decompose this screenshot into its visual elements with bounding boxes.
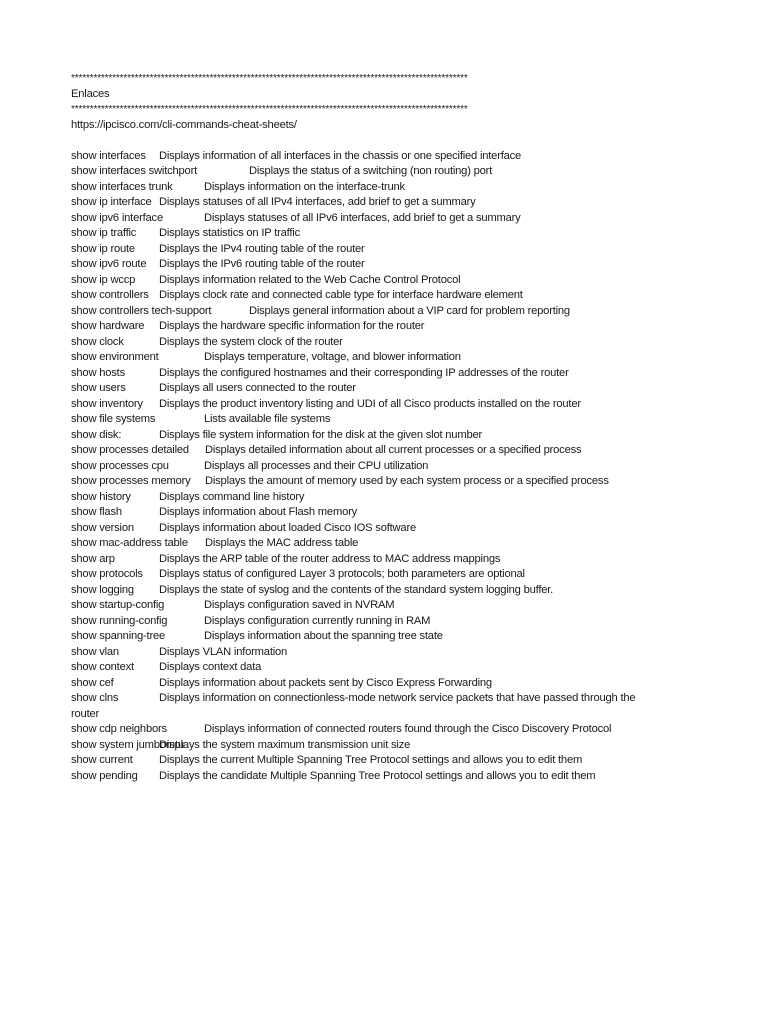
command-row: [71, 412, 711, 428]
command-description: Displays the MAC address table: [205, 537, 359, 549]
command-description: Displays information about packets sent by Cisco Express Forwarding: [159, 676, 492, 689]
command-description: Displays statuses of all IPv4 interfaces, add brief to get a summary: [159, 196, 476, 208]
command-description: Displays file system information for the disk at the given slot number: [159, 428, 483, 441]
command-description: Displays the IPv6 routing table of the router: [159, 258, 365, 270]
command-description: Displays information on the interface-trunk: [204, 180, 405, 193]
command-name: show ip route: [71, 242, 135, 255]
command-name: show environment: [71, 351, 159, 363]
command-name: show flash: [71, 506, 122, 518]
command-row: [71, 536, 711, 552]
command-description: Displays detailed information about all current processes or a specified process: [205, 444, 582, 456]
command-row: [71, 691, 711, 707]
command-row: [71, 583, 711, 599]
command-row: [71, 443, 711, 459]
command-description: Displays statistics on IP traffic: [159, 227, 300, 239]
command-row: [71, 614, 711, 630]
command-description: Displays the configured hostnames and their corresponding IP addresses of the router: [159, 366, 569, 379]
command-name: show processes cpu: [71, 459, 169, 472]
command-description-continuation: router: [71, 707, 100, 720]
command-name: show controllers tech-support: [71, 304, 212, 317]
command-row: [71, 397, 711, 413]
command-description: Displays the candidate Multiple Spanning Tree Protocol settings and allows you to edit them: [159, 769, 596, 782]
command-row: [71, 722, 711, 738]
command-row: [71, 288, 711, 304]
command-description: Displays all users connected to the router: [159, 382, 356, 394]
command-row: [71, 149, 711, 165]
command-name: show running-config: [71, 614, 168, 627]
command-row: [71, 273, 711, 289]
command-name: show ipv6 route: [71, 258, 147, 270]
separator-bottom: **********************************************************************************************************: [71, 104, 468, 115]
command-name: show pending: [71, 769, 138, 782]
command-row: [71, 753, 711, 769]
command-name: show users: [71, 382, 126, 394]
command-name: show hosts: [71, 366, 125, 379]
command-name: show arp: [71, 552, 115, 565]
command-row: [71, 164, 711, 180]
command-description: Displays the system clock of the router: [159, 335, 343, 348]
command-description: Displays general information about a VIP card for problem reporting: [249, 304, 570, 317]
command-name: show ip interface: [71, 196, 152, 208]
command-name: show ipv6 interface: [71, 211, 163, 224]
command-name: show interfaces: [71, 149, 146, 162]
command-description: Displays the status of a switching (non routing) port: [249, 165, 493, 177]
command-description: Displays context data: [159, 661, 262, 673]
command-name: show processes memory: [71, 475, 191, 487]
command-row: [71, 474, 711, 490]
command-name: show cdp neighbors: [71, 723, 167, 735]
command-description: Displays all processes and their CPU utilization: [204, 459, 429, 472]
command-description: Displays the amount of memory used by each system process or a specified process: [205, 475, 609, 487]
command-name: show context: [71, 661, 134, 673]
command-name: show history: [71, 490, 131, 503]
command-description: Displays statuses of all IPv6 interfaces, add brief to get a summary: [204, 211, 521, 224]
command-name: show disk:: [71, 428, 122, 441]
command-description: Displays the current Multiple Spanning Tree Protocol settings and allows you to edit them: [159, 754, 583, 766]
command-description: Displays configuration currently running in RAM: [204, 614, 431, 627]
command-name: show cef: [71, 676, 114, 689]
command-row: [71, 645, 711, 661]
command-description: Displays the ARP table of the router address to MAC address mappings: [159, 552, 501, 565]
command-row: [71, 304, 711, 320]
command-row: [71, 629, 711, 645]
command-row: [71, 738, 711, 754]
command-description: Displays the hardware specific information for the router: [159, 320, 425, 332]
blank-line: [71, 133, 711, 149]
command-row: [71, 226, 711, 242]
command-name: show file systems: [71, 413, 156, 425]
command-name: show protocols: [71, 568, 143, 580]
command-row: [71, 195, 711, 211]
command-row: [71, 676, 711, 692]
command-description: Displays the product inventory listing and UDI of all Cisco products installed on the router: [159, 397, 581, 410]
command-row: [71, 257, 711, 273]
command-name: show ip traffic: [71, 227, 137, 239]
command-row: [71, 211, 711, 227]
command-name: show hardware: [71, 320, 145, 332]
command-name: show interfaces trunk: [71, 180, 173, 193]
command-description: Displays the IPv4 routing table of the router: [159, 242, 365, 255]
command-name: show spanning-tree: [71, 630, 166, 642]
command-name: show inventory: [71, 397, 143, 410]
command-name: show processes detailed: [71, 444, 189, 456]
section-title: Enlaces: [71, 87, 110, 100]
command-description: Displays VLAN information: [159, 645, 288, 658]
command-description: Displays information about Flash memory: [159, 506, 358, 518]
command-description: Displays information of all interfaces in the chassis or one specified interface: [159, 149, 522, 162]
command-row: [71, 521, 711, 537]
command-name: show clock: [71, 335, 124, 348]
command-name: show system jumbomtu: [71, 738, 184, 751]
command-row: [71, 552, 711, 568]
command-name: show version: [71, 521, 134, 534]
command-description: Displays information about the spanning tree state: [204, 630, 443, 642]
command-row: [71, 490, 711, 506]
command-description: Displays command line history: [159, 490, 305, 503]
command-row: [71, 180, 711, 196]
command-row: [71, 660, 711, 676]
command-description: Displays information on connectionless-mode network service packets that have passed through the: [159, 692, 636, 704]
separator-top: **********************************************************************************************************: [71, 73, 468, 84]
command-description: Displays status of configured Layer 3 protocols; both parameters are optional: [159, 568, 525, 580]
command-row: [71, 598, 711, 614]
command-row: [71, 769, 711, 785]
command-name: show clns: [71, 692, 119, 704]
command-name: show current: [71, 754, 133, 766]
document-body: [71, 71, 711, 784]
command-description: Lists available file systems: [204, 413, 331, 425]
command-row: [71, 319, 711, 335]
command-description: Displays information about loaded Cisco IOS software: [159, 521, 416, 534]
command-row: [71, 459, 711, 475]
command-description: Displays the state of syslog and the contents of the standard system logging buffer.: [159, 583, 554, 596]
command-row: [71, 350, 711, 366]
command-name: show startup-config: [71, 599, 165, 611]
command-row: [71, 242, 711, 258]
command-name: show ip wccp: [71, 273, 136, 286]
command-row: [71, 381, 711, 397]
command-row: [71, 505, 711, 521]
command-row: [71, 366, 711, 382]
command-name: show mac-address table: [71, 537, 188, 549]
command-row: [71, 335, 711, 351]
command-name: show logging: [71, 583, 134, 596]
command-description: Displays information related to the Web Cache Control Protocol: [159, 273, 461, 286]
command-description: Displays configuration saved in NVRAM: [204, 599, 395, 611]
command-description: Displays the system maximum transmission unit size: [159, 738, 411, 751]
reference-link[interactable]: https://ipcisco.com/cli-commands-cheat-sheets/: [71, 118, 297, 131]
command-row: [71, 428, 711, 444]
command-description: Displays clock rate and connected cable type for interface hardware element: [159, 289, 523, 301]
command-name: show interfaces switchport: [71, 165, 197, 177]
command-name: show vlan: [71, 645, 119, 658]
command-name: show controllers: [71, 289, 149, 301]
command-row-continuation: [71, 707, 711, 723]
command-row: [71, 567, 711, 583]
command-description: Displays information of connected routers found through the Cisco Discovery Protocol: [204, 723, 612, 735]
command-description: Displays temperature, voltage, and blower information: [204, 351, 461, 363]
